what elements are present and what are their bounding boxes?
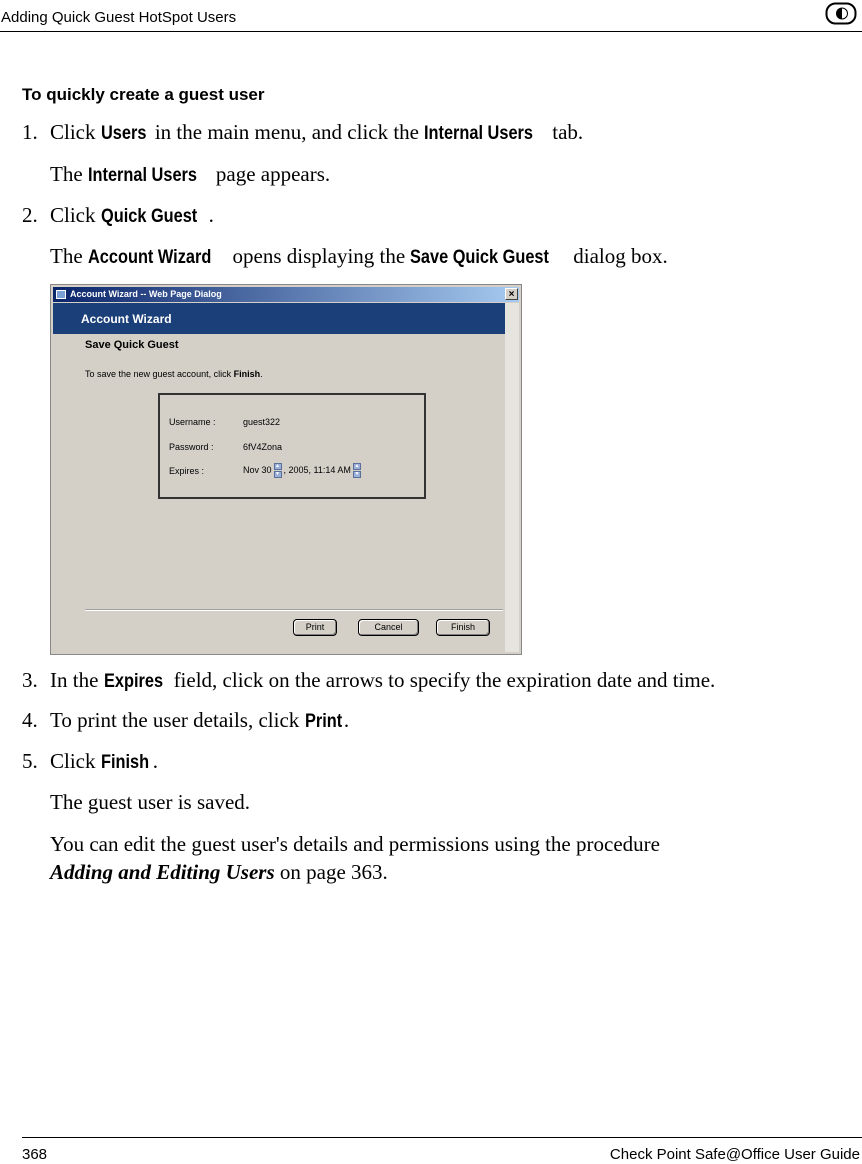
expires-date: Nov 30 [243, 464, 272, 475]
arrow-up-icon[interactable]: ▲ [354, 463, 360, 469]
arrow-down-icon[interactable]: ▼ [275, 471, 280, 477]
password-value: 6fV4Zona [243, 442, 283, 452]
dialog-window-title: Account Wizard -- Web Page Dialog [70, 289, 222, 299]
dialog-instruction: To save the new guest account, click Finish. [85, 369, 263, 379]
account-wizard-screenshot [50, 284, 522, 655]
username-label: Username : [169, 417, 216, 427]
step-5-result: The guest user is saved. [50, 790, 251, 814]
page-header [0, 0, 862, 32]
step-number: 4. [22, 708, 38, 732]
page-number: 368 [22, 1146, 48, 1163]
step-number: 5. [22, 749, 38, 773]
step-3: In the Expires field, click on the arrows to specify the expiration date and time. [50, 668, 716, 692]
close-icon[interactable]: × [505, 288, 518, 300]
step-2: Click Quick Guest . [50, 203, 214, 227]
header-title: Adding Quick Guest HotSpot Users [1, 9, 237, 26]
cancel-button[interactable]: Cancel [358, 619, 419, 636]
arrow-up-icon[interactable]: ▲ [275, 463, 280, 469]
window-icon [56, 290, 66, 299]
procedure-link[interactable]: Adding and Editing Users [50, 860, 275, 884]
finish-button[interactable]: Finish [436, 619, 490, 636]
step-2-result: The Account Wizard opens displaying the Save Quick Guest dialog box. [50, 244, 668, 268]
dialog-subtitle: Save Quick Guest [85, 339, 179, 351]
step-number: 1. [22, 120, 38, 144]
expires-time: , 2005, 11:14 AM [283, 464, 351, 475]
time-spinner[interactable] [353, 463, 361, 478]
print-button[interactable]: Print [293, 619, 337, 636]
step-1-result: The Internal Users page appears. [50, 162, 331, 186]
date-spinner[interactable] [274, 463, 282, 478]
step-4: To print the user details, click Print. [50, 708, 350, 732]
step-1: Click Users in the main menu, and click the Internal Users tab. [50, 120, 584, 144]
page-footer [22, 1137, 862, 1164]
arrow-down-icon[interactable]: ▼ [354, 471, 360, 477]
step-number: 2. [22, 203, 38, 227]
check-point-logo-icon [825, 2, 857, 25]
procedure-heading: To quickly create a guest user [22, 85, 265, 104]
step-5-note-ref: Adding and Editing Users on page 363. [50, 860, 388, 884]
step-5: Click Finish . [50, 749, 158, 773]
dialog-title-bar [53, 287, 519, 302]
expires-value [243, 463, 363, 478]
footer-title: Check Point Safe@Office User Guide [609, 1146, 860, 1163]
dialog-divider [85, 609, 503, 611]
username-value: guest322 [243, 417, 281, 427]
password-label: Password : [169, 442, 214, 452]
step-number: 3. [22, 668, 38, 692]
wizard-banner [53, 303, 505, 334]
scrollbar[interactable] [505, 303, 519, 652]
expires-label: Expires : [169, 466, 205, 476]
step-5-note: You can edit the guest user's details and permissions using the procedure [50, 832, 660, 856]
wizard-banner-title: Account Wizard [81, 312, 172, 326]
